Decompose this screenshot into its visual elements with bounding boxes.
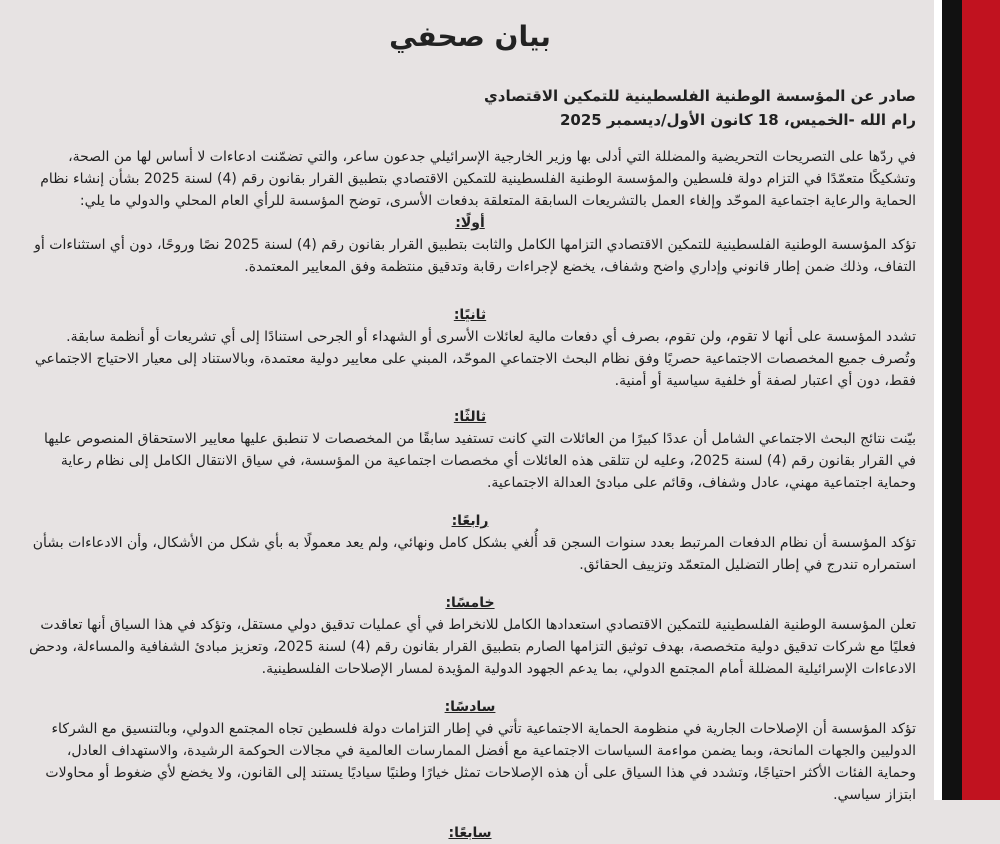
section-heading: رابعًا: <box>451 513 489 529</box>
section-second <box>24 304 916 392</box>
section-body: تعلن المؤسسة الوطنية الفلسطينية للتمكين الاقتصادي استعدادها الكامل للانخراط في أي عمليات تدقيق دولي مستقل، وتؤكد في هذا السياق أنها تعاقدت فعليًا مع شركات تدقيق دولية متخصصة، بهدف توثيق التزامها الصارم بتطبيق القرار بقانون رقم (4) لسنة 2025، وتعزيز مبادئ الشفافية والمساءلة، ودحض الادعاءات الإسرائيلية المضللة أمام المجتمع الدولي، بما يدعم الجهود الدولية المؤيدة لمسار الإصلاحات الفلسطينية. <box>29 617 916 677</box>
issuer-line: صادر عن المؤسسة الوطنية الفلسطينية للتمكين الاقتصادي <box>484 87 916 105</box>
section-heading: أولًا: <box>455 215 485 231</box>
section-heading: خامسًا: <box>445 595 495 611</box>
section-body: تشدد المؤسسة على أنها لا تقوم، ولن تقوم، بصرف أي دفعات مالية لعائلات الأسرى أو الشهداء أو الجرحى استنادًا إلى أي تشريعات أو أنظمة سابقة. وتُصرف جميع المخصصات الاجتماعية حصريًا وفق نظام البحث الاجتماعي الموحّد، المبني على معايير دولية معتمدة، وبالاستناد إلى معيار الاحتياج الاجتماعي فقط، دون أي اعتبار لصفة أو خلفية سياسية أو أمنية. <box>34 329 916 389</box>
section-body: تؤكد المؤسسة أن الإصلاحات الجارية في منظومة الحماية الاجتماعية تأتي في إطار التزامات دولة فلسطين تجاه المجتمع الدولي، وبالتنسيق مع الشركاء الدوليين والجهات المانحة، وبما يضمن مواءمة السياسات الاجتماعية مع أفضل الممارسات العالمية في مجالات الحوكمة الرشيدة، والاستهداف العادل، وحماية الفئات الأكثر احتياجًا، وتشدد في هذا السياق على أن هذه الإصلاحات تمثل خيارًا وطنيًا سياديًا يستند إلى القانون، ولا يخضع لأي ضغوط أو محاولات ابتزاز سياسي. <box>45 721 916 803</box>
section-fourth <box>24 510 916 576</box>
section-seventh <box>24 822 916 844</box>
section-heading: سابعًا: <box>448 825 492 841</box>
border-black-band <box>942 0 962 800</box>
section-heading: سادسًا: <box>444 699 496 715</box>
border-red-band <box>962 0 1000 800</box>
section-sixth <box>24 696 916 806</box>
section-body: تؤكد المؤسسة الوطنية الفلسطينية للتمكين الاقتصادي التزامها الكامل والثابت بتطبيق القرار بقانون رقم (4) لسنة 2025 نصًا وروحًا، دون أي استثناءات أو التفاف، وذلك ضمن إطار قانوني وإداري واضح وشفاف، يخضع لإجراءات رقابة وتدقيق منتظمة وفق المعايير المعتمدة. <box>34 237 916 275</box>
section-heading: ثالثًا: <box>453 409 487 425</box>
intro-paragraph: في ردّها على التصريحات التحريضية والمضللة التي أدلى بها وزير الخارجية الإسرائيلي جدعون ساعر، والتي تضمّنت ادعاءات لا أساس لها من الصحة، وتشكيكًا متعمّدًا في التزام دولة فلسطين والمؤسسة الوطنية الفلسطينية للتمكين الاقتصادي بتطبيق القرار بقانون رقم (4) لسنة 2025 بشأن إنشاء نظام الحماية والرعاية اجتماعية الموحّد وإلغاء العمل بالتشريعات السابقة المتعلقة بدفعات الأسرى، توضح المؤسسة للرأي العام المحلي والدولي ما يلي: <box>40 149 916 209</box>
section-body: بيّنت نتائج البحث الاجتماعي الشامل أن عددًا كبيرًا من العائلات التي كانت تستفيد سابقًا من المخصصات لا تنطبق عليها معايير الاستحقاق المنصوص عليها في القرار بقانون رقم (4) لسنة 2025، وعليه لن تتلقى هذه العائلات أي مخصصات اجتماعية من المؤسسة، في سياق الانتقال الكامل إلى نظام رعاية وحماية اجتماعية مهني، عادل وشفاف، وقائم على مبادئ العدالة الاجتماعية. <box>44 431 916 491</box>
document-title: بيان صحفي <box>389 20 551 53</box>
section-third <box>24 406 916 494</box>
section-fifth <box>24 592 916 680</box>
section-body: تؤكد المؤسسة أن نظام الدفعات المرتبط بعدد سنوات السجن قد أُلغي بشكل كامل ونهائي، ولم يعد معمولًا به بأي شكل من الأشكال، وأن الادعاءات بشأن استمراره تندرج في إطار التضليل المتعمّد وتزييف الحقائق. <box>32 535 916 573</box>
section-first <box>24 212 916 278</box>
section-heading: ثانيًا: <box>453 307 487 323</box>
dateline: رام الله -الخميس، 18 كانون الأول/ديسمبر 2025 <box>559 111 916 129</box>
